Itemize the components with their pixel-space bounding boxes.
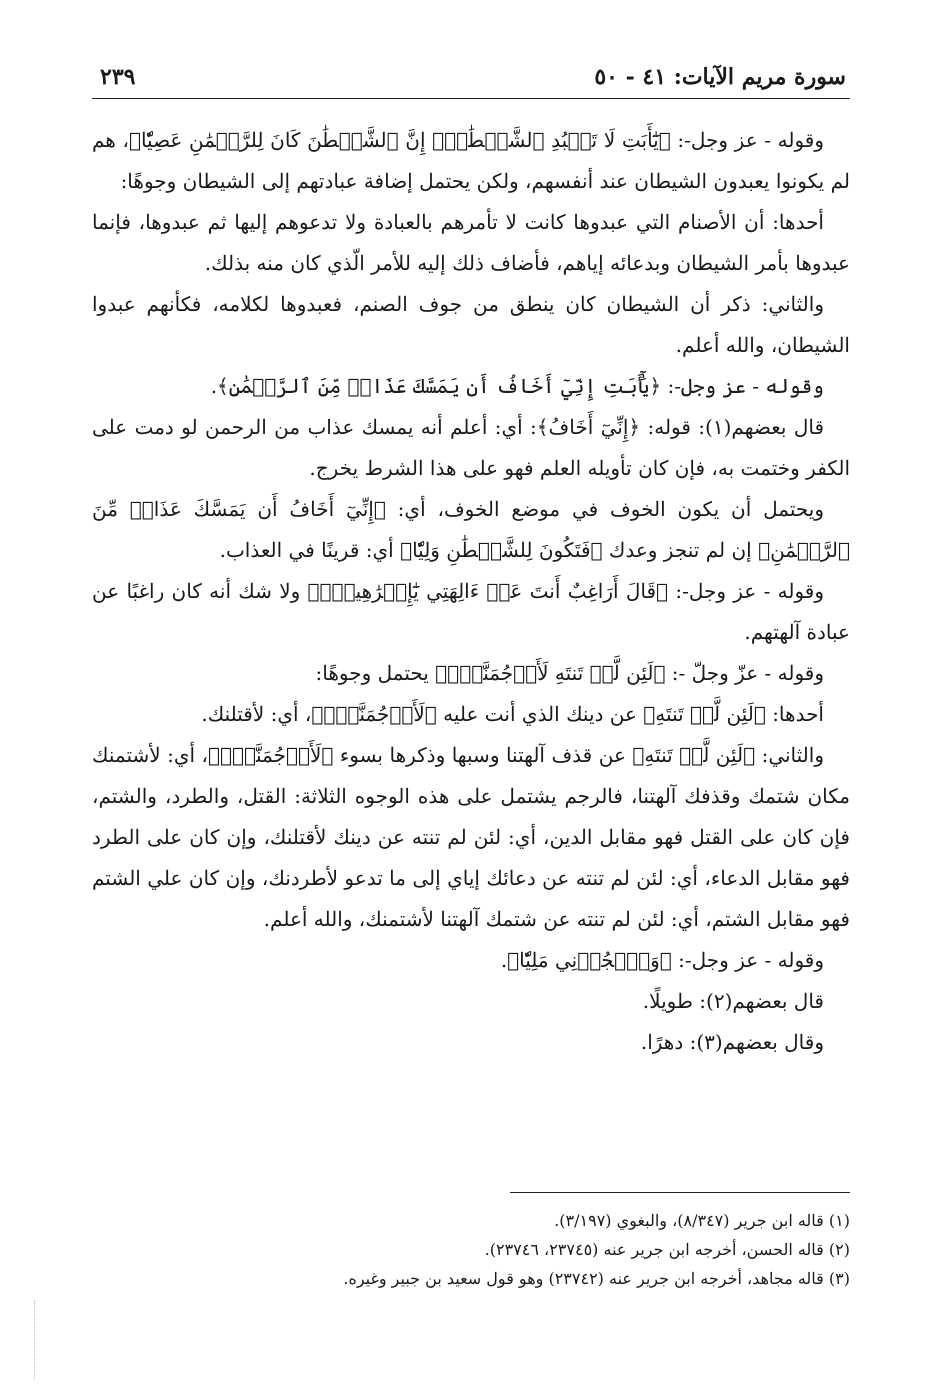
footnote: (١) قاله ابن جرير (٨/٣٤٧)، والبغوي (٣/١٩٧). xyxy=(554,1211,850,1230)
paragraph: وقوله - عز وجل-: ﴿يَٰٓأَبَتِ لَا تَعۡبُدِ ٱلشَّيۡطَٰنَۖ إِنَّ ٱلشَّيۡطَٰنَ كَانَ لِلرَّحۡمَٰنِ عَصِيّٗا﴾، هم لم يكونوا يعبدون الشيطان عند أنفسهم، ولكن يحتمل إضافة عبادتهم إلى الشيطان وجوهًا: xyxy=(92,128,850,193)
footnote: (٣) قاله مجاهد، أخرجه ابن جرير عنه (٢٣٧٤٢) وهو قول سعيد بن جبير وغيره. xyxy=(343,1269,850,1288)
footnotes xyxy=(92,1206,850,1293)
page-number: ٢٣٩ xyxy=(100,64,136,90)
header-title: سورة مريم الآيات: ٤١ - ٥٠ xyxy=(594,64,846,90)
paragraph: وقوله - عز وجل-: ﴿قَالَ أَرَاغِبٌ أَنتَ عَنۡ ءَالِهَتِي يَٰٓإِبۡرَٰهِيمُۖ﴾ ولا شك أنه كان راغبًا عن عبادة آلهتهم. xyxy=(92,579,850,644)
paragraph: أحدها: ﴿لَئِن لَّمۡ تَنتَهِ﴾ عن دينك الذي أنت عليه ﴿لَأَرۡجُمَنَّكَۖ﴾، أي: لأقتلنك. xyxy=(201,702,824,726)
book-page xyxy=(92,56,850,1316)
paragraph: وقال بعضهم(٣): دهرًا. xyxy=(640,1030,824,1054)
paragraph: قال بعضهم(١): قوله: ﴿إِنِّيٓ أَخَافُ﴾: أي: أعلم أنه يمسك عذاب من الرحمن لو دمت على الكفر وختمت به، فإن كان تأويله العلم فهو على هذا الشرط يخرج. xyxy=(92,415,850,480)
paragraph: وقوله - عزّ وجلّ -: ﴿لَئِن لَّمۡ تَنتَهِ لَأَرۡجُمَنَّكَۖ﴾ يحتمل وجوهًا: xyxy=(315,661,824,685)
paragraph: أحدها: أن الأصنام التي عبدوها كانت لا تأمرهم بالعبادة ولا تدعوهم إليها ثم عبدوها، فإنما عبدوها بأمر الشيطان وبدعائه إياهم، فأضاف ذلك إليه للأمر الّذي كان منه بذلك. xyxy=(92,210,850,275)
paragraph: وقوله - عز وجل-: ﴿يَٰٓأَبَتِ إِنِّيٓ أَخَافُ أَن يَمَسَّكَ عَذَابٞ مِّنَ ٱلرَّحۡمَٰنِ﴾. xyxy=(210,374,824,398)
paragraph: والثاني: ﴿لَئِن لَّمۡ تَنتَهِ﴾ عن قذف آلهتنا وسبها وذكرها بسوء ﴿لَأَرۡجُمَنَّكَۖ﴾، أي: لأشتمنك مكان شتمك وقذفك آلهتنا، فالرجم يشتمل على هذه الوجوه الثلاثة: القتل، والطرد، والشتم، فإن كان على القتل فهو مقابل الدين، أي: لئن لم تنته عن دينك لأقتلنك، وإن كان على الطرد فهو مقابل الدعاء، أي: لئن لم تنته عن دعائك إياي إلى ما تدعو لأطردنك، وإن كان علي الشتم فهو مقابل الشتم، أي: لئن لم تنته عن شتمك آلهتنا لأشتمنك، والله أعلم. xyxy=(92,743,850,931)
running-header xyxy=(92,64,850,100)
paragraph: قال بعضهم(٢): طويلًا. xyxy=(642,989,824,1013)
paragraph: ويحتمل أن يكون الخوف في موضع الخوف، أي: ﴿إِنِّيٓ أَخَافُ أَن يَمَسَّكَ عَذَابٞ مِّنَ ٱلرَّحۡمَٰنِ﴾ إن لم تنجز وعدك ﴿فَتَكُونَ لِلشَّيۡطَٰنِ وَلِيّٗا﴾ أي: قرينًا في العذاب. xyxy=(92,497,850,562)
footnote-separator xyxy=(510,1192,850,1193)
main-text xyxy=(92,120,850,1063)
paragraph: وقوله - عز وجل-: ﴿وَٱهۡجُرۡنِي مَلِيّٗا﴾. xyxy=(500,948,824,972)
footnote: (٢) قاله الحسن، أخرجه ابن جرير عنه (٢٣٧٤٥، ٢٣٧٤٦). xyxy=(484,1240,850,1259)
header-rule xyxy=(92,98,850,99)
paragraph: والثاني: ذكر أن الشيطان كان ينطق من جوف الصنم، فعبدوها لكلامه، فكأنهم عبدوا الشيطان، والله أعلم. xyxy=(92,292,850,357)
scan-edge-marks xyxy=(34,1300,37,1380)
